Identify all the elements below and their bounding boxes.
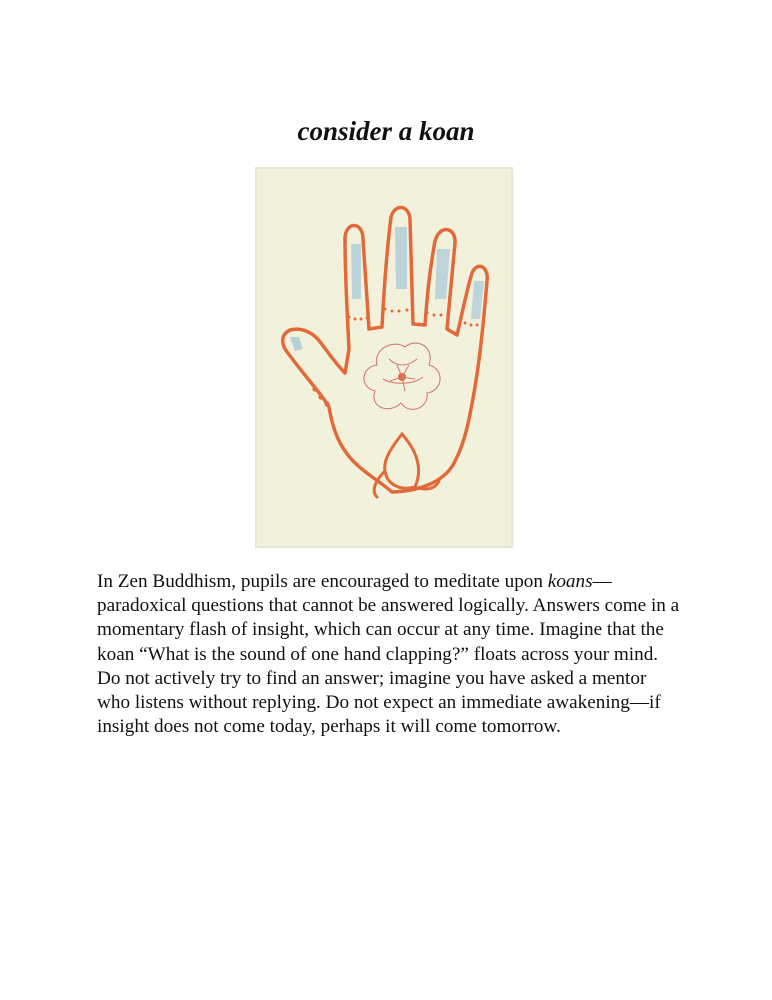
hand-illustration xyxy=(257,169,511,546)
body-line: paradoxical questions that cannot be answered logically. Answers come in a xyxy=(97,595,680,617)
body-line: momentary flash of insight, which can occur at any time. Imagine that the xyxy=(97,619,664,641)
body-line: insight does not come today, perhaps it will come tomorrow. xyxy=(97,716,561,738)
finger-accent xyxy=(395,227,407,289)
finger-accent xyxy=(351,244,361,299)
body-line: koan “What is the sound of one hand clapping?” floats across your mind. xyxy=(97,643,659,665)
body-line: In Zen Buddhism, pupils are encouraged to meditate upon koans— xyxy=(97,571,612,592)
page-title: consider a koan xyxy=(297,116,475,146)
body-line: Do not actively try to find an answer; imagine you have asked a mentor xyxy=(97,667,647,689)
hand-outline xyxy=(283,207,488,492)
palm-hand-with-flower-icon xyxy=(257,169,511,546)
koans-term: koans xyxy=(547,571,593,592)
palm-flower xyxy=(364,343,440,409)
finger-accent xyxy=(290,337,303,351)
finger-accent xyxy=(471,281,484,319)
finger-accent xyxy=(435,249,450,299)
body-paragraph xyxy=(97,570,687,739)
body-line: who listens without replying. Do not expect an immediate awakening—if xyxy=(97,692,661,714)
